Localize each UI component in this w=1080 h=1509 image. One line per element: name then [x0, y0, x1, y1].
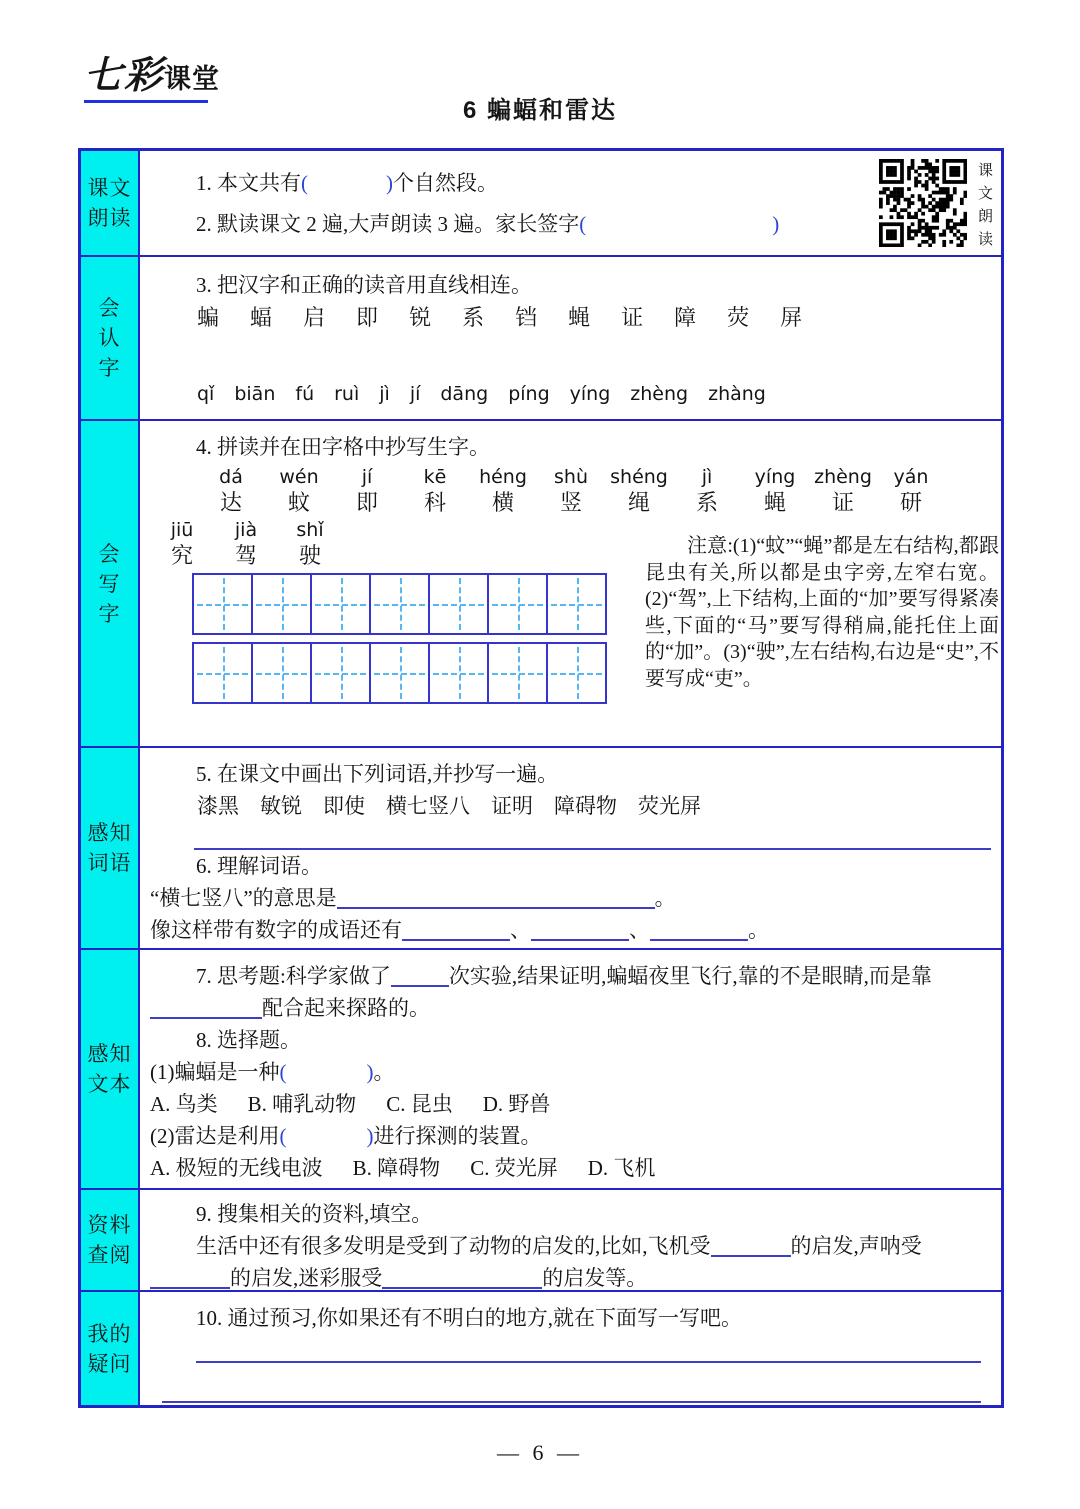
section-label-langdu: [81, 151, 140, 255]
task-thinking-question: [150, 960, 991, 1024]
answer-paren: ): [366, 1060, 374, 1084]
pinyin: dāng: [440, 383, 489, 405]
pinyin: dá: [219, 466, 243, 488]
hanzi: 蝠: [250, 305, 273, 330]
choice-option: A. 鸟类: [150, 1092, 218, 1116]
hanzi: 蝙: [197, 305, 220, 330]
text-run: 的启发,声呐受: [790, 1234, 922, 1258]
text-run: 生活中还有很多发明是受到了动物的启发的,比如,飞机受: [196, 1234, 711, 1258]
pinyin: zhàng: [708, 383, 766, 405]
section-row-renzi: [81, 257, 1001, 421]
label-line: 字: [98, 356, 121, 380]
pinyin: shù: [554, 466, 588, 488]
section-label-xiezi: [81, 421, 140, 746]
vocabulary-word: 横七竖八: [386, 794, 470, 818]
section-content-yiwen: [140, 1292, 1001, 1405]
pinyin: héng: [479, 466, 527, 488]
fill-in-blank: [391, 969, 449, 987]
fill-in-blank: [382, 1271, 542, 1289]
section-row-ziliao: [81, 1190, 1001, 1292]
pinyin: píng: [508, 383, 550, 405]
pinyin-char-pair: [673, 465, 741, 516]
question-2-options: [150, 1152, 991, 1184]
hanzi: 证: [831, 490, 854, 515]
text-run: 2. 默读课文 2 遍,大声朗读 3 遍。家长签字: [196, 212, 580, 236]
hanzi: 蝇: [763, 490, 786, 515]
section-content-xiezi: [140, 421, 1001, 746]
hanzi: 驶: [298, 543, 321, 568]
hanzi: 驾: [234, 543, 257, 568]
label-line: 写: [98, 571, 121, 596]
pinyin-char-row-1: [150, 465, 991, 516]
question-1-options: [150, 1088, 991, 1120]
label-line: 疑问: [87, 1351, 132, 1376]
label-line: 会: [98, 296, 121, 320]
pinyin-char-pair: [265, 465, 333, 516]
fill-in-blank: [711, 1239, 791, 1257]
text-run: 。: [373, 1060, 395, 1084]
hanzi: 证: [621, 305, 644, 330]
label-line: 认: [98, 326, 121, 350]
tian-grid-cell: [251, 573, 312, 635]
pinyin-char-pair: [741, 465, 809, 516]
hanzi: 达: [219, 490, 242, 515]
pinyin-char-pair: [537, 465, 605, 516]
label-line: 文本: [87, 1072, 132, 1096]
section-row-ciyu: [81, 748, 1001, 950]
paren-space: [308, 188, 386, 190]
section-row-wenben: [81, 950, 1001, 1190]
hanzi: 究: [170, 543, 193, 568]
section-content-ciyu: [140, 748, 1001, 948]
text-run: 。: [654, 886, 676, 910]
text-run: 进行探测的装置。: [373, 1124, 542, 1148]
idiom-examples-line: [150, 914, 991, 946]
task-match-pinyin: 3. 把汉字和正确的读音用直线相连。: [196, 273, 532, 297]
tian-grid-row: [192, 573, 620, 635]
qr-block: [879, 159, 995, 254]
pinyin-char-pair: [278, 518, 342, 569]
tian-grid-cell: [487, 642, 548, 704]
label-line: 字: [98, 601, 121, 626]
pinyin: jí: [361, 466, 373, 488]
hanzi: 铛: [515, 305, 538, 330]
text-run: 7. 思考题:科学家做了: [196, 964, 391, 988]
fill-in-blank: [337, 891, 655, 909]
tian-grid-cell: [546, 642, 607, 704]
task-copy-characters: 4. 拼读并在田字格中抄写生字。: [196, 435, 490, 459]
hanzi: 屏: [780, 305, 803, 330]
paren-space: [586, 229, 772, 231]
hanzi: 蝇: [568, 305, 591, 330]
text-run: (1)蝙蝠是一种: [150, 1060, 280, 1084]
tian-grid-cell: [251, 642, 312, 704]
idiom-meaning-line: [150, 882, 991, 914]
label-line: 我的: [87, 1321, 132, 1346]
section-content-ziliao: [140, 1190, 1001, 1290]
tian-grid-cell: [192, 642, 253, 704]
fill-in-blank: [650, 923, 748, 941]
text-run: 的启发,迷彩服受: [230, 1266, 383, 1290]
vocabulary-word: 即使: [323, 794, 365, 818]
choice-option: D. 飞机: [587, 1156, 656, 1180]
hanzi: 启: [303, 305, 326, 330]
section-row-xiezi: [81, 421, 1001, 748]
pinyin: jià: [234, 519, 258, 541]
vocabulary-word: 障碍物: [554, 794, 617, 818]
choice-option: A. 极短的无线电波: [150, 1156, 323, 1180]
task-understand-words: 6. 理解词语。: [196, 854, 322, 878]
fill-in-blank: [150, 1001, 262, 1019]
section-label-wenben: [81, 950, 140, 1188]
hanzi: 系: [695, 490, 718, 515]
hanzi: 科: [423, 490, 446, 515]
task-multiple-choice: 8. 选择题。: [196, 1028, 301, 1052]
task-read-aloud: [150, 204, 991, 245]
pinyin: jì: [701, 466, 713, 488]
pinyin: shéng: [610, 466, 668, 488]
tian-grid-cell: [310, 642, 371, 704]
tian-grid: [192, 573, 620, 704]
pinyin: yán: [893, 466, 929, 488]
label-line: 查阅: [87, 1243, 132, 1267]
pinyin-char-pair: [333, 465, 401, 516]
answer-paren: ): [772, 212, 780, 236]
text-run: 1. 本文共有: [196, 171, 301, 195]
pinyin: fú: [295, 383, 315, 405]
pinyin: zhèng: [630, 383, 689, 405]
hanzi: 竖: [559, 490, 582, 515]
pinyin-list: [150, 381, 991, 407]
brand-logo-text: 课堂: [164, 64, 221, 94]
tian-grid-cell: [428, 573, 489, 635]
hanzi: 锐: [409, 305, 432, 330]
pinyin: qǐ: [197, 383, 215, 405]
pinyin-char-pair: [877, 465, 945, 516]
worksheet-table: [78, 148, 1004, 1408]
tian-grid-cell: [310, 573, 371, 635]
section-content-renzi: [140, 257, 1001, 419]
vocabulary-word: 漆黑: [197, 794, 239, 818]
text-run: 。: [748, 918, 769, 942]
choice-option: C. 荧光屏: [470, 1156, 558, 1180]
text-run: 配合起来探路的。: [262, 996, 430, 1020]
task-write-questions: 10. 通过预习,你如果还有不明白的地方,就在下面写一写吧。: [196, 1306, 742, 1330]
tian-grid-cell: [546, 573, 607, 635]
label-line: 感知: [87, 1042, 132, 1066]
word-list: [150, 790, 991, 822]
text-run: “横七竖八”的意思是: [150, 886, 337, 910]
pinyin-char-pair: [469, 465, 537, 516]
pinyin: zhèng: [814, 466, 872, 488]
section-label-renzi: [81, 257, 140, 419]
section-row-yiwen: [81, 1292, 1001, 1405]
tian-grid-cell: [192, 573, 253, 635]
pinyin-char-pair: [150, 518, 214, 569]
question-1: [150, 1056, 991, 1088]
task-paragraph-count: [150, 163, 991, 204]
text-run: (2)雷达是利用: [150, 1124, 280, 1148]
choice-option: D. 野兽: [482, 1092, 551, 1116]
hanzi: 横: [491, 490, 514, 515]
section-label-yiwen: [81, 1292, 140, 1405]
label-line: 朗读: [87, 206, 132, 230]
pinyin: yíng: [569, 383, 611, 405]
pinyin: wén: [279, 466, 319, 488]
qr-caption: 课文朗读: [976, 162, 992, 254]
brand-logo-calligraphy: 七彩: [84, 52, 165, 97]
task-underline-words: 5. 在课文中画出下列词语,并抄写一遍。: [196, 762, 559, 786]
label-line: 资料: [87, 1213, 132, 1237]
writing-line: [162, 1401, 981, 1403]
choice-option: C. 昆虫: [386, 1092, 453, 1116]
section-label-ziliao: [81, 1190, 140, 1290]
hanzi: 障: [674, 305, 697, 330]
text-run: 的启发等。: [542, 1266, 648, 1290]
hanzi: 系: [462, 305, 485, 330]
section-row-langdu: [81, 151, 1001, 257]
paren-space: [287, 1141, 367, 1143]
hanzi: 研: [899, 490, 922, 515]
tian-grid-row: [192, 642, 620, 704]
hanzi: 即: [355, 490, 378, 515]
task-research: 9. 搜集相关的资料,填空。: [196, 1202, 433, 1226]
pinyin-char-pair: [401, 465, 469, 516]
fill-in-blank: [402, 923, 510, 941]
page-number: — 6 —: [497, 1440, 583, 1465]
answer-paren: (: [579, 212, 587, 236]
hanzi: 绳: [627, 490, 650, 515]
vocabulary-word: 荧光屏: [638, 794, 701, 818]
text-run: 、: [629, 918, 650, 942]
pinyin-char-pair: [605, 465, 673, 516]
label-line: 词语: [87, 851, 132, 875]
tian-grid-cell: [428, 642, 489, 704]
label-line: 课文: [87, 176, 132, 200]
section-label-ciyu: [81, 748, 140, 948]
vocabulary-word: 敏锐: [260, 794, 302, 818]
pinyin: yíng: [754, 466, 796, 488]
tian-grid-cell: [369, 573, 430, 635]
text-run: 个自然段。: [393, 171, 498, 195]
pinyin: shǐ: [296, 519, 324, 541]
choice-option: B. 障碍物: [352, 1156, 441, 1180]
vocabulary-word: 证明: [491, 794, 533, 818]
section-content-wenben: [140, 950, 1001, 1188]
answer-paren: (: [279, 1124, 287, 1148]
hanzi: 荧: [727, 305, 750, 330]
answer-paren: ): [366, 1124, 374, 1148]
label-line: 感知: [87, 821, 132, 845]
writing-note: 注意:(1)“蚊”“蝇”都是左右结构,都跟昆虫有关,所以都是虫字旁,左窄右宽。(2)“驾”,上下结构,上面的“加”要写得紧凑些,下面的“马”要写得稍扁,能托住上面的“加”。(3)“驶”,左右结构,右边是“史”,不要写成“吏”。: [645, 535, 999, 690]
pinyin: ruì: [334, 383, 360, 405]
pinyin: biān: [234, 383, 276, 405]
answer-paren: (: [279, 1060, 287, 1084]
answer-paren: ): [386, 171, 393, 195]
lesson-title: 6 蝙蝠和雷达: [462, 97, 617, 124]
section-content-langdu: [140, 151, 1001, 255]
hanzi-list: [150, 304, 991, 332]
text-run: 、: [510, 918, 531, 942]
choice-option: B. 哺乳动物: [247, 1092, 357, 1116]
answer-paren: (: [301, 171, 308, 195]
tian-grid-cell: [487, 573, 548, 635]
hanzi: 即: [356, 305, 379, 330]
tian-grid-cell: [369, 642, 430, 704]
text-run: 次实验,结果证明,蝙蝠夜里飞行,靠的不是眼睛,而是靠: [448, 964, 932, 988]
label-line: 会: [98, 541, 121, 566]
pinyin: jiū: [170, 519, 194, 541]
hanzi: 蚊: [287, 490, 310, 515]
question-2: [150, 1120, 991, 1152]
research-fill-blanks: [150, 1230, 991, 1290]
paren-space: [287, 1077, 367, 1079]
pinyin-char-pair: [809, 465, 877, 516]
fill-in-blank: [531, 923, 629, 941]
writing-line: [196, 1361, 981, 1363]
pinyin: kē: [423, 466, 447, 488]
text-run: 像这样带有数字的成语还有: [150, 918, 402, 942]
pinyin: jí: [409, 383, 421, 405]
fill-in-blank: [150, 1271, 230, 1289]
pinyin-char-pair: [214, 518, 278, 569]
pinyin-char-pair: [197, 465, 265, 516]
pinyin: jì: [379, 383, 390, 405]
qr-code: [879, 159, 967, 247]
